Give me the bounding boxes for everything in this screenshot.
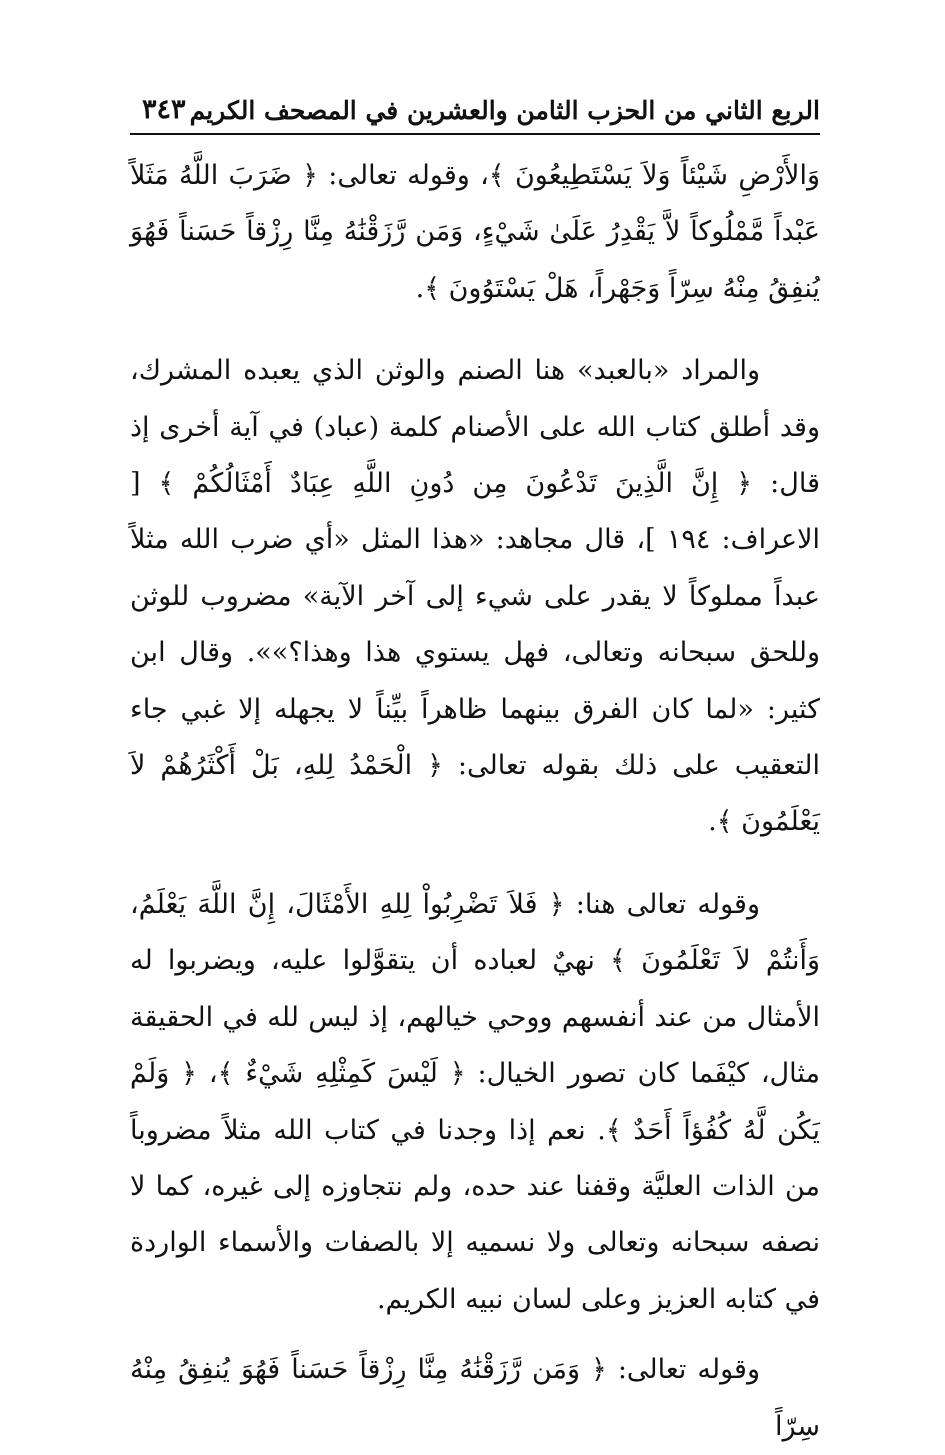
- paragraph-spacer: [130, 1328, 820, 1342]
- paragraph-spacer: [130, 851, 820, 877]
- header-title: الربع الثاني من الحزب الثامن والعشرين في المصحف الكريم: [189, 96, 820, 125]
- running-header: [130, 92, 820, 132]
- paragraph-3: وقوله تعالى هنا: ﴿ فَلاَ تَضْرِبُواْ لِلهِ الأَمْثَالَ، إِنَّ اللَّهَ يَعْلَمُ، وَأَنتُمْ لاَ تَعْلَمُونَ ﴾ نهيٌ لعباده أن يتقوَّلوا عليه، ويضربوا له الأمثال من عند أنفسهم ووحي خيالهم، إذ ليس لله في الحقيقة مثال، كيْفَما كان تصور الخيال: ﴿ لَيْسَ كَمِثْلِهِ شَيْءٌ ﴾، ﴿ وَلَمْ يَكُن لَّهُ كُفُؤاً أَحَدٌ ﴾. نعم إذا وجدنا في كتاب الله مثلاً مضروباً من الذات العليَّة وقفنا عند حده، ولم نتجاوزه إلى غيره، كما لا نصفه سبحانه وتعالى ولا نسميه إلا بالصفات والأسماء الواردة في كتابه العزيز وعلى لسان نبيه الكريم.: [130, 888, 820, 1315]
- paragraph-spacer: [130, 317, 820, 343]
- paragraph-4: وقوله تعالى: ﴿ وَمَن رَّزَقْنَٰهُ مِنَّا رِزْقاً حَسَناً فَهُوَ يُنفِقُ مِنْهُ سِرّاً: [130, 1354, 820, 1442]
- page-body: [130, 148, 820, 1455]
- page-number: ٣٤٣: [142, 94, 186, 125]
- paragraph-1: وَالأَرْضِ شَيْئاً وَلاَ يَسْتَطِيعُونَ ﴾، وقوله تعالى: ﴿ ضَرَبَ اللَّهُ مَثَلاً عَبْداً مَّمْلُوكاً لاَّ يَقْدِرُ عَلَىٰ شَيْءٍ، وَمَن رَّزَقْنَٰهُ مِنَّا رِزْقاً حَسَناً فَهُوَ يُنفِقُ مِنْهُ سِرّاً وَجَهْراً، هَلْ يَسْتَوُونَ ﴾.: [130, 160, 820, 304]
- header-divider: [130, 133, 820, 135]
- paragraph-2: والمراد «بالعبد» هنا الصنم والوثن الذي يعبده المشرك، وقد أطلق كتاب الله على الأصنام كلمة (عباد) في آية أخرى إذ قال: ﴿ إِنَّ الَّذِينَ تَدْعُونَ مِن دُونِ اللَّهِ عِبَادٌ أَمْثَالُكُمْ ﴾ [ الاعراف: ١٩٤ ]، قال مجاهد: «هذا المثل «أي ضرب الله مثلاً عبداً مملوكاً لا يقدر على شيء إلى آخر الآية» مضروب للوثن وللحق سبحانه وتعالى، فهل يستوي هذا وهذا؟»». وقال ابن كثير: «لما كان الفرق بينهما ظاهراً بيِّناً لا يجهله إلا غبي جاء التعقيب على ذلك بقوله تعالى: ﴿ الْحَمْدُ لِلهِ، بَلْ أَكْثَرُهُمْ لاَ يَعْلَمُونَ ﴾.: [130, 355, 820, 838]
